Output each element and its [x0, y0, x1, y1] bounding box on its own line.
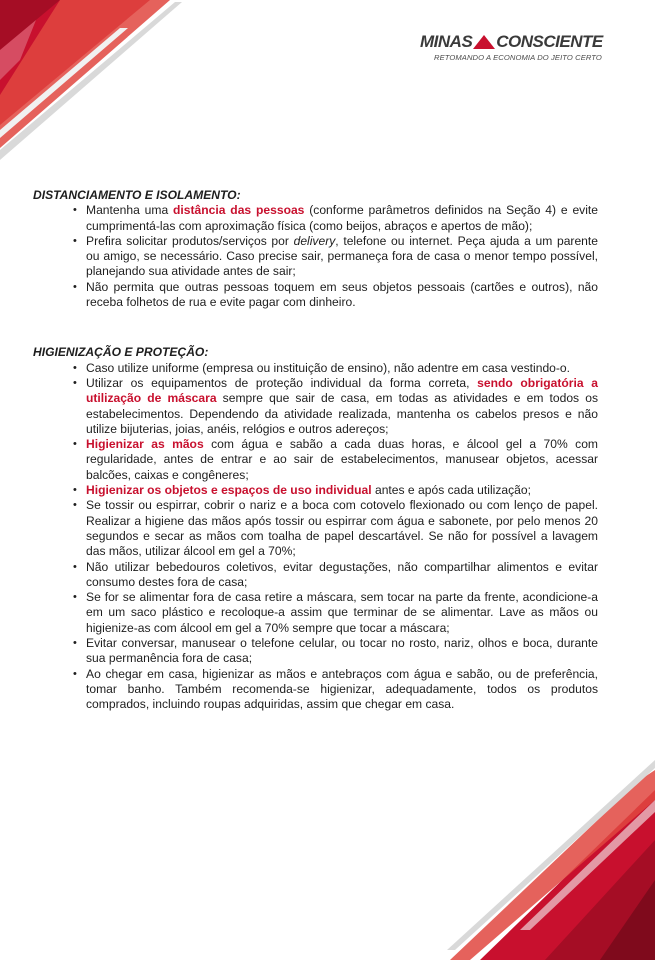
logo-tagline: RETOMANDO A ECONOMIA DO JEITO CERTO [434, 53, 602, 62]
list-item [33, 376, 598, 437]
logo-part1: MINAS [420, 32, 473, 51]
list-item [33, 590, 598, 636]
section-heading-text: DISTANCIAMENTO E ISOLAMENTO [33, 188, 237, 202]
item-text: Utilizar os equipamentos de proteção individual da forma correta, [86, 375, 478, 390]
list-item [33, 234, 598, 280]
highlight-text: sendo obrigatória a utilização de máscara [86, 375, 598, 406]
logo [420, 32, 620, 62]
item-text: (conforme parâmetros definidos na Seção 4) e evite cumprimentá-las com aproximação física (como beijos, abraços e apertos de mão); [86, 203, 598, 233]
list-item [33, 280, 598, 311]
top-left-decoration [0, 0, 190, 170]
item-text: Evitar conversar, manusear o telefone celular, ou tocar no rosto, nariz, olhos e boca, durante sua permanência fora de casa; [86, 636, 598, 666]
section-heading-text: HIGIENIZAÇÃO E PROTEÇÃO [33, 345, 205, 360]
item-text: Se tossir ou espirrar, cobrir o nariz e a boca com cotovelo flexionado ou com lenço de papel. Realizar a higiene das mãos após tossir ou espirrar com água e sabonete, por pelo menos 20 segundos e secar as mãos com toalha de papel descartável. Se não for possível a lavagem das mãos, utilizar álcool em gel a 70%; [86, 498, 598, 559]
list-item [33, 361, 598, 376]
item-text: Mantenha uma [86, 203, 174, 218]
item-text: , telefone ou internet. Peça ajuda a um parente ou amigo, se necessário. Caso precise sair, permaneça fora de casa o menor tempo possível, planejando sua atividade antes de sair; [86, 233, 598, 279]
item-text: Caso utilize uniforme (empresa ou instituição de ensino), não adentre em casa vestindo-o. [86, 360, 571, 375]
italic-text: delivery [293, 233, 336, 248]
item-text: sempre que sair de casa, em todas as atividades e em todos os estabelecimentos. Dependendo da atividade realizada, mantenha os cabelos presos e não utilize bijuterias, joias, anéis, relógios e outros adereços; [86, 391, 599, 436]
item-text: com água e sabão a cada duas horas, e álcool gel a 70% com regularidade, antes de entrar e ao sair de estabelecimentos, manusear objetos, acessar balcões, caixas e congêneres; [86, 437, 599, 482]
section-distanciamento [33, 188, 598, 310]
highlight-text: distância das pessoas [173, 203, 305, 218]
list-item [33, 437, 598, 483]
list-item [33, 636, 598, 667]
item-text: Se for se alimentar fora de casa retire a máscara, sem tocar na parte da frente, acondicione-a em um saco plástico e recoloque-a assim que terminar de se alimentar. Lave as mãos ou higienize-as com álcool em gel a 70% sempre que tocar a máscara; [86, 590, 598, 635]
list-item [33, 203, 598, 234]
section-heading-colon: : [204, 345, 209, 360]
triangle-icon [473, 35, 495, 49]
highlight-text: Higienizar as mãos [86, 437, 204, 452]
list-item [33, 667, 598, 713]
item-text: Ao chegar em casa, higienizar as mãos e antebraços com água e sabão, ou de preferência, tomar banho. Também recomenda-se higienizar, adequadamente, todos os produtos comprados, incluindo roupas adquiridas, assim que chegar em casa. [86, 666, 598, 712]
item-text: antes e após cada utilização; [371, 483, 531, 498]
item-text: Não permita que outras pessoas toquem em seus objetos pessoais (cartões e outros), não receba folhetos de rua e evite pagar com dinheiro. [86, 279, 598, 310]
document-body [33, 188, 598, 713]
logo-part2: CONSCIENTE [496, 32, 603, 51]
item-text: Não utilizar bebedouros coletivos, evitar degustações, não compartilhar alimentos e evitar consumo destes fora de casa; [86, 559, 598, 589]
bullet-list [33, 203, 598, 310]
bullet-list [33, 361, 598, 713]
section-heading [33, 345, 598, 360]
section-heading-colon: : [236, 188, 241, 202]
item-text: Prefira solicitar produtos/serviços por [86, 233, 294, 248]
list-item [33, 498, 598, 559]
highlight-text: Higienizar os objetos e espaços de uso individual [86, 483, 372, 498]
section-higienizacao [33, 345, 598, 712]
logo-wordmark [420, 32, 620, 52]
list-item [33, 483, 598, 498]
list-item [33, 560, 598, 591]
section-heading [33, 188, 598, 203]
